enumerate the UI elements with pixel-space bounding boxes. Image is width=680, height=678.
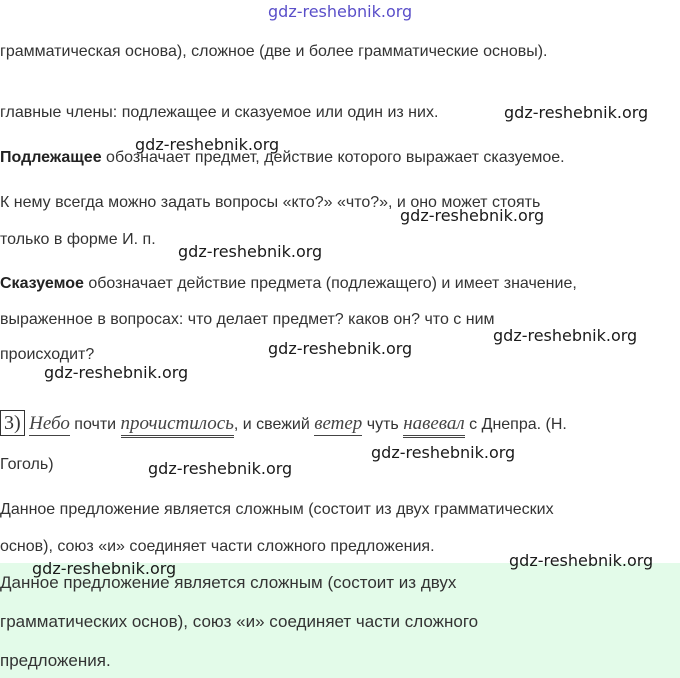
watermark: gdz-reshebnik.org xyxy=(509,551,654,570)
text-line-4: К нему всегда можно задать вопросы «кто?» «что?», и оно может стоять xyxy=(0,194,541,211)
text-line-3 xyxy=(0,149,565,167)
answer-line-1: Данное предложение является сложным (состоит из двух xyxy=(0,573,457,592)
subject-word-1: Небо xyxy=(29,413,70,434)
text-line-8: происходит? xyxy=(0,346,95,363)
predicate-word-2: навевал xyxy=(403,413,465,438)
watermark: gdz-reshebnik.org xyxy=(504,103,649,122)
watermark: gdz-reshebnik.org xyxy=(44,363,189,382)
watermark: gdz-reshebnik.org xyxy=(400,206,545,225)
text-line-6 xyxy=(0,275,577,293)
example-text-2: , и свежий xyxy=(233,416,315,433)
example-number: 3) xyxy=(0,410,25,436)
subject-word-2: ветер xyxy=(314,413,363,434)
watermark: gdz-reshebnik.org xyxy=(148,459,293,478)
watermark: gdz-reshebnik.org xyxy=(32,559,177,578)
answer-line-2: грамматических основ), союз «и» соединяет части сложного xyxy=(0,612,479,631)
text-line-1: грамматическая основа), сложное (две и более грамматические основы). xyxy=(0,43,548,60)
term-predicate: Сказуемое xyxy=(0,275,84,292)
example-text-4: с Днепра. (Н. xyxy=(464,416,567,433)
example-author: Гоголь) xyxy=(0,456,54,473)
explanation-line-2: основ), союз «и» соединяет части сложного предложения. xyxy=(0,538,435,555)
answer-line-3: предложения. xyxy=(0,651,111,670)
text-line-2: главные члены: подлежащее и сказуемое или один из них. xyxy=(0,104,439,121)
watermark: gdz-reshebnik.org xyxy=(268,339,413,358)
watermark: gdz-reshebnik.org xyxy=(178,242,323,261)
watermark: gdz-reshebnik.org xyxy=(493,326,638,345)
text-line-5: только в форме И. п. xyxy=(0,231,156,248)
predicate-word-1: прочистилось xyxy=(121,413,234,438)
watermark: gdz-reshebnik.org xyxy=(371,443,516,462)
watermark: gdz-reshebnik.org xyxy=(135,135,280,154)
example-sentence xyxy=(0,410,567,436)
term-subject: Подлежащее xyxy=(0,149,102,166)
text-line-6-rest: обозначает действие предмета (подлежащего) и имеет значение, xyxy=(83,275,577,292)
example-text-3: чуть xyxy=(362,416,404,433)
watermark-top: gdz-reshebnik.org xyxy=(268,2,413,21)
text-line-3-rest: обозначает предмет, действие которого выражает сказуемое. xyxy=(101,149,565,166)
text-line-7: выраженное в вопросах: что делает предмет? каков он? что с ним xyxy=(0,311,495,328)
explanation-line-1: Данное предложение является сложным (состоит из двух грамматических xyxy=(0,501,554,518)
example-text-1: почти xyxy=(69,416,121,433)
